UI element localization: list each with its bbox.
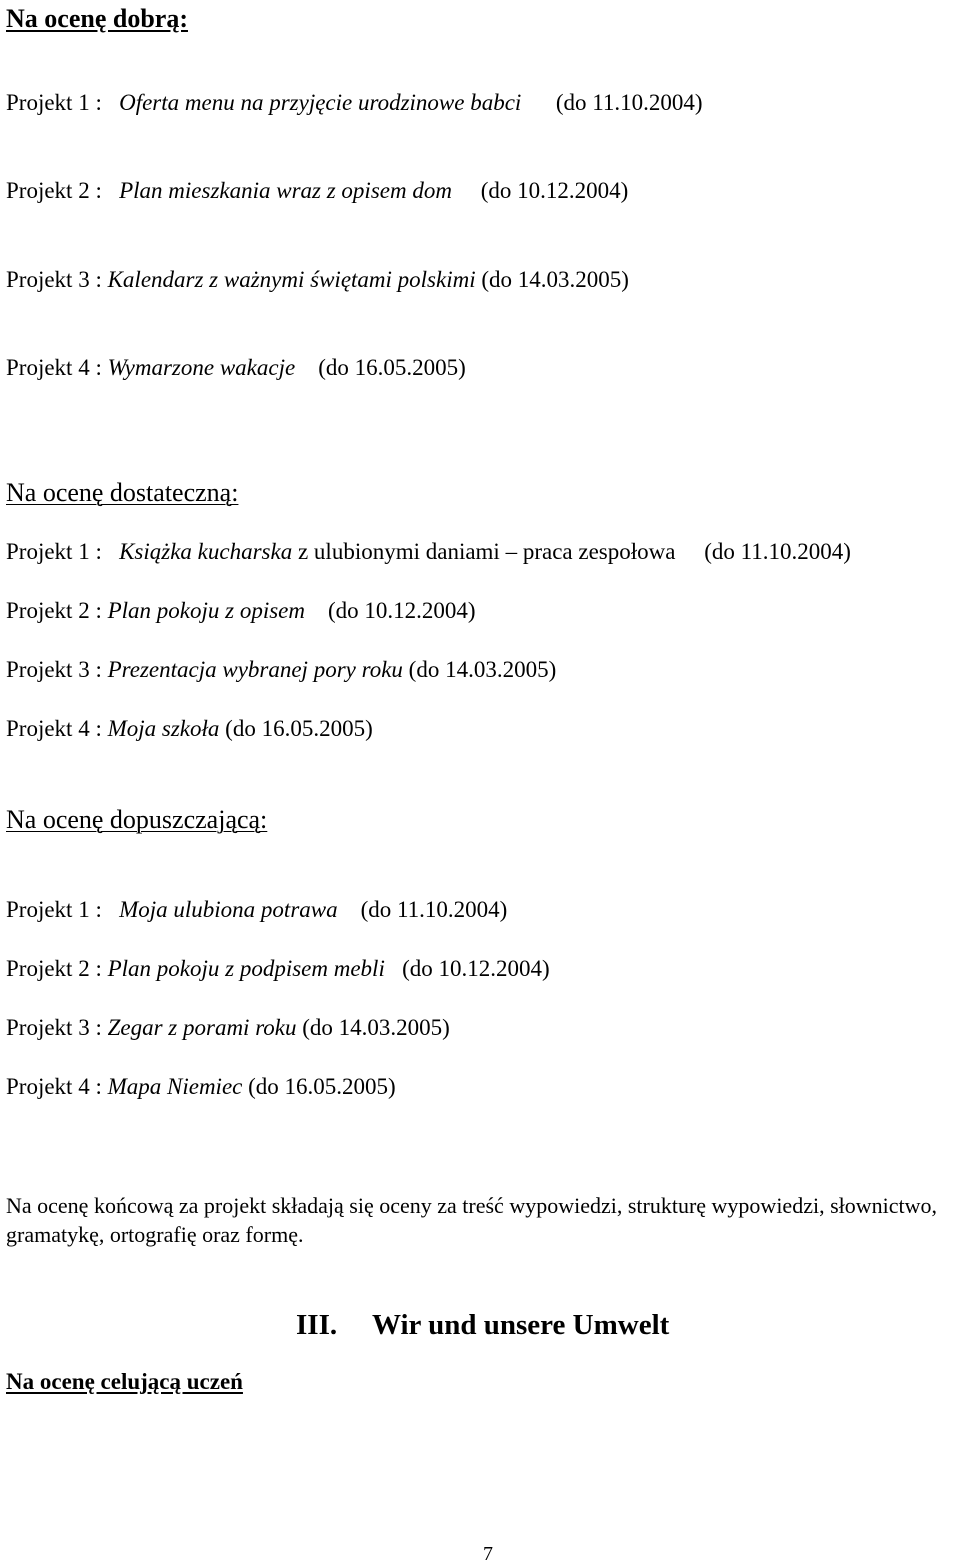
- project-title: Wymarzone wakacje: [107, 355, 296, 380]
- project-deadline: (do 16.05.2005): [248, 1074, 396, 1099]
- section-heading-dobra: Na ocenę dobrą:: [6, 4, 188, 33]
- project-title: Zegar z porami roku: [107, 1015, 297, 1040]
- project-deadline: (do 11.10.2004): [704, 539, 851, 564]
- project-row: [6, 90, 703, 116]
- project-row: [6, 267, 629, 293]
- page-number: 7: [483, 1543, 493, 1565]
- project-deadline: (do 14.03.2005): [302, 1015, 450, 1040]
- project-label: Projekt 1 :: [6, 90, 102, 115]
- project-title: Plan mieszkania wraz z opisem dom: [119, 178, 452, 203]
- project-title: Plan pokoju z podpisem mebli: [107, 956, 385, 981]
- project-title: Kalendarz z ważnymi świętami polskimi: [107, 267, 476, 292]
- project-deadline: (do 16.05.2005): [225, 716, 373, 741]
- project-row: [6, 956, 550, 982]
- project-title: Oferta menu na przyjęcie urodzinowe babci: [119, 90, 522, 115]
- project-label: Projekt 2 :: [6, 178, 102, 203]
- project-deadline: (do 10.12.2004): [328, 598, 476, 623]
- project-title: Mapa Niemiec: [107, 1074, 243, 1099]
- section-heading-dostateczna: Na ocenę dostateczną:: [6, 478, 239, 507]
- project-row: [6, 355, 466, 381]
- project-deadline: (do 16.05.2005): [318, 355, 466, 380]
- project-row: [6, 1074, 396, 1100]
- project-row: [6, 716, 373, 742]
- project-label: Projekt 3 :: [6, 657, 102, 682]
- project-label: Projekt 2 :: [6, 598, 102, 623]
- project-label: Projekt 4 :: [6, 1074, 102, 1099]
- final-grade-note: Na ocenę końcową za projekt składają się oceny za treść wypowiedzi, strukturę wypowiedzi, słownictwo, gramatykę, ortografię oraz formę.: [6, 1193, 938, 1247]
- project-title: Książka kucharska: [119, 539, 293, 564]
- project-row: [6, 657, 556, 683]
- chapter-title: Wir und unsere Umwelt: [372, 1309, 670, 1341]
- project-row: [6, 539, 851, 565]
- project-label: Projekt 3 :: [6, 1015, 102, 1040]
- project-label: Projekt 1 :: [6, 897, 102, 922]
- project-deadline: (do 11.10.2004): [555, 90, 703, 115]
- project-title: Prezentacja wybranej pory roku: [107, 657, 403, 682]
- project-label: Projekt 4 :: [6, 716, 102, 741]
- section-heading-dopuszczajaca: Na ocenę dopuszczającą:: [6, 805, 268, 834]
- project-title: Plan pokoju z opisem: [107, 598, 305, 623]
- sub-heading-celujaca: Na ocenę celującą uczeń: [6, 1369, 243, 1394]
- chapter-number: III.: [296, 1309, 338, 1341]
- project-label: Projekt 4 :: [6, 355, 102, 380]
- project-row: [6, 897, 507, 923]
- project-row: [6, 1015, 450, 1041]
- project-deadline: (do 10.12.2004): [402, 956, 550, 981]
- project-deadline: (do 10.12.2004): [480, 178, 629, 203]
- project-deadline: (do 14.03.2005): [408, 657, 557, 682]
- project-label: Projekt 3 :: [6, 267, 102, 292]
- project-row: [6, 598, 476, 624]
- project-row: [6, 178, 628, 204]
- project-deadline: (do 11.10.2004): [360, 897, 508, 922]
- project-title: Moja ulubiona potrawa: [119, 897, 338, 922]
- project-description: z ulubionymi daniami – praca zespołowa: [297, 539, 676, 564]
- project-label: Projekt 1 :: [6, 539, 102, 564]
- project-deadline: (do 14.03.2005): [481, 267, 629, 292]
- project-label: Projekt 2 :: [6, 956, 102, 981]
- project-title: Moja szkoła: [107, 716, 220, 741]
